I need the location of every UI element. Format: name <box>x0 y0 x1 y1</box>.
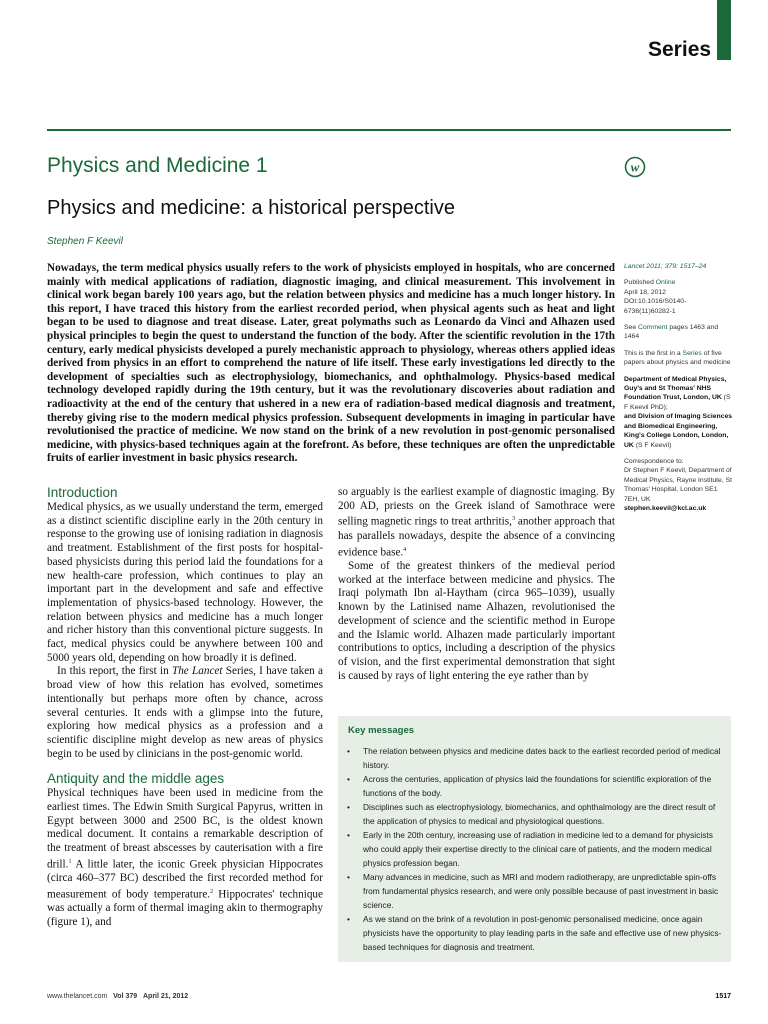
key-message-item: • The relation between physics and medicine dates back to the earliest recorded period of medical history. <box>345 744 725 772</box>
col2-paragraph-2: Some of the greatest thinkers of the medieval period worked at the interface between medicine and physics. The Iraqi polymath Ibn al-Haytham (circa 965–1039), usually known by the Latinised name Alhazen, revolutionised the development of science and the scientific method in Europe and the Islamic world. Alhazen made particularly important contributions to optics, including a description of the physics of vision, and the first experimental demonstration that sight is caused by rays of light entering the eye rather than by <box>338 559 615 682</box>
intro-paragraph-1: Medical physics, as we usually understand the term, emerged as a distinct scientific discipline early in the 20th century in response to the growing use of ionising radiation in diagnosis and treatment. Establishment of the first posts for hospital-based physicists during this period laid the foundations for a new health-care profession, which continues to play an important part in the development and safe and effective implementation of physics-based technology. However, the relation between physics and medicine has a much longer and richer history than this conventional picture suggests. In fact, medical physics could be anywhere between 100 and 5000 years old, depending on how broadly it is defined. <box>47 501 323 664</box>
series-link[interactable]: Series <box>682 349 702 357</box>
key-message-item: • Early in the 20th century, increasing use of radiation in medicine led to a demand for physicists who could apply their expertise directly to the clinical care of patients, and the modern medical physics profession began. <box>345 828 725 870</box>
key-message-item: • Disciplines such as electrophysiology, biomechanics, and ophthalmology are the direct result of the application of physics to medical and physiological questions. <box>345 800 725 828</box>
see-comment: See Comment pages 1463 and 1464 <box>624 324 719 341</box>
body-column-2 <box>338 486 615 683</box>
reference-2[interactable]: 2 <box>210 889 214 896</box>
col2-paragraph-1: so arguably is the earliest example of diagnostic imaging. By 200 AD, priests on the Greek island of Samothrace were selling magnetic rings to treat arthritis,$^3$ another approach that has parallels nowadays, despite the absence of a convincing evidence base.$^4$ <box>338 486 615 559</box>
reference-4[interactable]: 4 <box>403 546 407 553</box>
key-messages-title: Key messages <box>348 725 415 736</box>
series-color-bar <box>717 0 731 60</box>
citation: Lancet 2011; 379: 1517–24 <box>624 263 707 270</box>
introduction-heading: Introduction <box>47 485 118 500</box>
correspondence-email[interactable]: stephen.keevil@kcl.ac.uk <box>624 504 707 512</box>
reference-1[interactable]: 1 <box>68 858 72 865</box>
w-icon <box>624 155 646 185</box>
reference-3[interactable]: 3 <box>511 516 515 523</box>
intro-paragraph-2: In this report, the first in The Lancet Series, I have taken a broad view of how this relation has evolved, sometimes intentionally but perhaps more often by chance, across several centuries. It ends with a glimpse into the future, exploring how medical physics as a profession and a scientific discipline might develop as new areas of physics begin to be used by clinicians in the post-genomic world. <box>47 665 323 760</box>
affiliations: Department of Medical Physics, Guy's and St Thomas' NHS Foundation Trust, London, UK (S F Keevil PhD); and Division of Imaging Sciences and Biomedical Engineering, King's College London, London, UK (S F Keevil) <box>624 375 733 449</box>
key-message-item: • As we stand on the brink of a revolution in post-genomic personalised medicine, once again physicists have the opportunity to play leading parts in the safe and effective use of new physics-based techniques for diagnosis and treatment. <box>345 912 725 954</box>
journal-name: The Lancet <box>171 665 223 678</box>
article-series-title: Physics and Medicine 1 <box>47 154 268 177</box>
abstract: Nowadays, the term medical physics usually refers to the work of physicists employed in hospitals, who are concerned mainly with medical applications of radiation, diagnostic imaging, and clinical measurement. This involvement in clinical work began barely 100 years ago, but the relation between physics and medicine has a much longer history. In this report, I have traced this history from the earliest recorded period, when physical agents such as heat and light began to be used to diagnose and treat disease. Later, great polymaths such as Leonardo da Vinci and Alhazen used physical principles to begin the quest to understand the function of the body. After the scientific revolution in the 17th century, early medical physicists developed a purely mechanistic approach to physiology, whereas others applied ideas derived from physics in an effort to comprehend the nature of life itself. These early investigations led directly to the development of specialties such as electrophysiology, biomechanics, and ophthalmology. Physics-based medical technology developed rapidly during the 19th century, but it was the revolutionary discoveries about radiation and radioactivity at the end of the century that ushered in a new era of radiation-based medical diagnosis and treatment, thereby giving rise to the modern medical physics profession. Subsequent developments in imaging in particular have revolutionised the practice of medicine. We now stand on the brink of a new revolution in post-genomic personalised medicine, with physics-based techniques again at the forefront. As before, these techniques are often the unpredictable fruits of earlier investment in basic physics research. <box>47 262 615 465</box>
key-message-item: • Many advances in medicine, such as MRI and modern radiotherapy, are unpredictable spin-offs from fundamental physics research, and were only possible because of past investment in basic science. <box>345 870 725 912</box>
footer-website[interactable]: www.thelancet.com <box>47 993 108 1000</box>
header-rule <box>47 129 731 131</box>
antiquity-paragraph-1: Physical techniques have been used in medicine from the earliest times. The Edwin Smith Surgical Papyrus, written in Egypt between 3000 and 2500 BC, is the oldest known medical document. It contains a remarkable description of the treatment of breast abscesses by cauterisation with a fire drill.$^1$ A little later, the iconic Greek physician Hippocrates (circa 460–377 BC) described the first recorded method for measurement of body temperature.$^2$ Hippocrates' technique was actually a form of thermal imaging akin to thermography (figure 1), and <box>47 787 323 929</box>
w-icon-letter: w <box>630 159 640 175</box>
author-name: Stephen F Keevil <box>47 236 123 247</box>
published-online-link[interactable]: Online <box>655 279 676 287</box>
publication-info: Published Online April 18, 2012 DOI:10.1016/S0140-6736(11)60282-1 <box>624 279 687 315</box>
footer-volume: Vol 379 <box>113 993 138 1000</box>
series-note: This is the first in a Series of five papers about physics and medicine <box>624 349 731 367</box>
correspondence: Correspondence to: Dr Stephen F Keevil, Department of Medical Physics, Rayne Institute, St Thomas' Hospital, London SE1 7EH, UK stephen.keevil@kcl.ac.uk <box>624 457 733 512</box>
key-message-item: • Across the centuries, application of physics laid the foundations for scientific exploration of the functions of the body. <box>345 772 725 800</box>
key-messages-list <box>345 744 725 954</box>
article-title: Physics and medicine: a historical perspective <box>47 197 455 219</box>
sidebar <box>624 262 734 520</box>
w-logo-icon <box>624 155 646 179</box>
comment-link[interactable]: Comment <box>637 324 668 332</box>
series-label: Series <box>648 38 712 61</box>
antiquity-heading: Antiquity and the middle ages <box>47 771 225 787</box>
footer-date: April 21, 2012 <box>143 993 189 1000</box>
page-number: 1517 <box>715 993 731 1000</box>
page-footer <box>47 993 731 1000</box>
doi: DOI:10.1016/S0140-6736(11)60282-1 <box>624 298 687 315</box>
body-column-1 <box>47 484 323 930</box>
